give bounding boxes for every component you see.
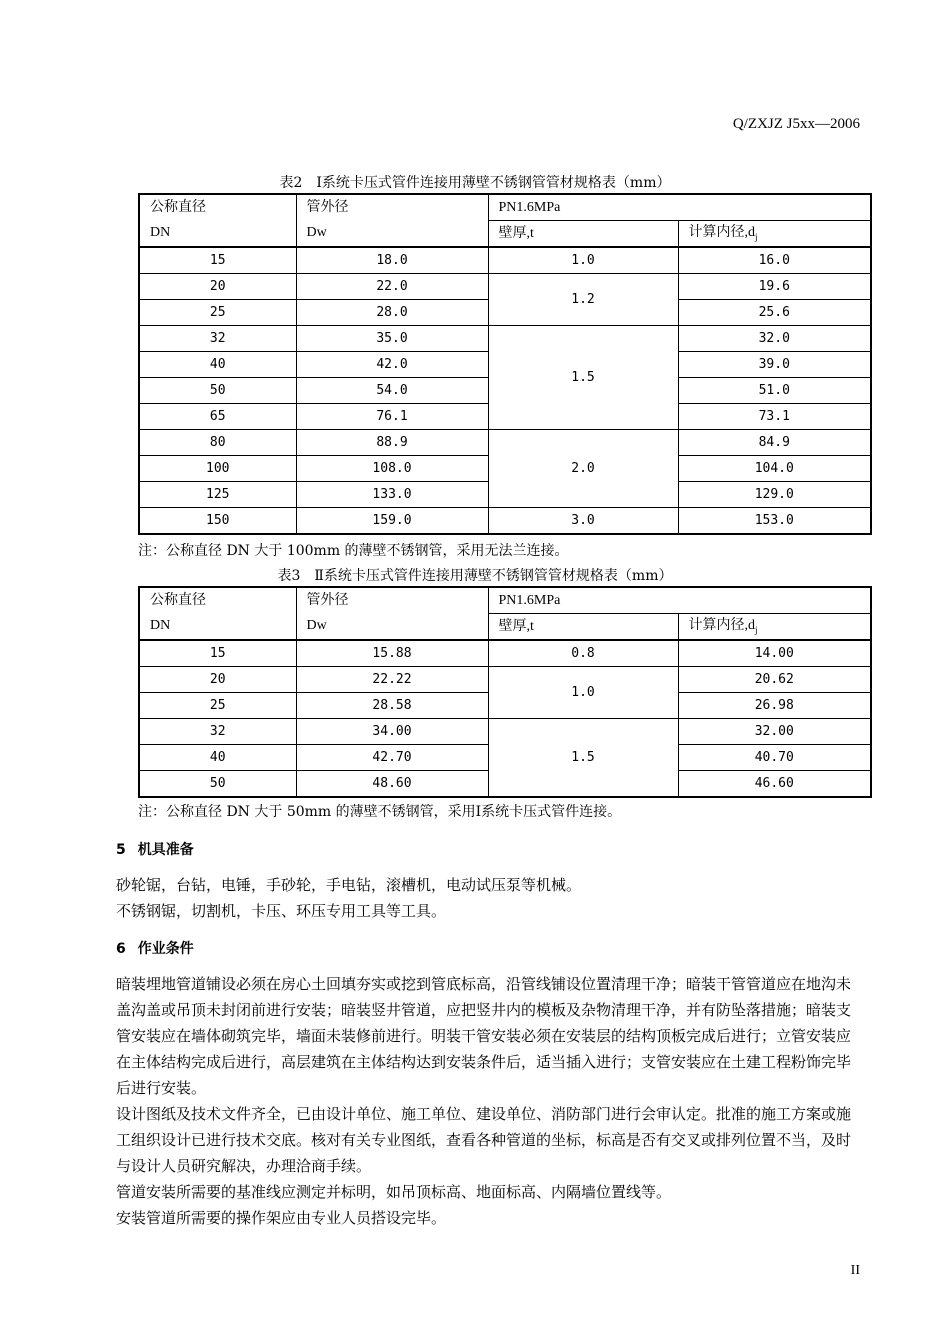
table-row: 125 133.0 129.0 <box>139 482 871 508</box>
table-row: 20 22.0 1.2 19.6 <box>139 274 871 300</box>
section6-heading <box>116 938 194 958</box>
table3-header-dn-label: 公称直径 <box>139 587 296 614</box>
table3-header-dw-label: 管外径 <box>296 587 488 614</box>
table-row: 32 35.0 1.5 32.0 <box>139 326 871 352</box>
table-row: 25 28.0 25.6 <box>139 300 871 326</box>
table3-header-dw-symbol: Dw <box>296 614 488 641</box>
table-row: 15 18.0 1.0 16.0 <box>139 247 871 274</box>
table3-note: 注：公称直径 DN 大于 50mm 的薄壁不锈钢管，采用Ⅰ系统卡压式管件连接。 <box>138 804 622 820</box>
section5-title: 机具准备 <box>137 842 194 858</box>
table-row: 150 159.0 3.0 153.0 <box>139 508 871 535</box>
section6-number: 6 <box>116 941 126 957</box>
table2-header-pressure: PN1.6MPa <box>488 194 871 221</box>
table2-header-wall: 壁厚,t <box>488 221 678 248</box>
table-row: 40 42.70 40.70 <box>139 745 871 771</box>
table3-header-wall: 壁厚,t <box>488 614 678 641</box>
table2-header-inner: 计算内径$,d_j$ <box>678 221 871 248</box>
table2-note: 注：公称直径 DN 大于 100mm 的薄壁不锈钢管，采用无法兰连接。 <box>138 543 569 559</box>
table3-header-pressure: PN1.6MPa <box>488 587 871 614</box>
table2 <box>138 193 872 535</box>
table-row: 80 88.9 2.0 84.9 <box>139 430 871 456</box>
table-row: 50 48.60 46.60 <box>139 771 871 798</box>
table3-header-inner: 计算内径$,d_j$ <box>678 614 871 641</box>
document-code: Q/ZXJZ J5xx—2006 <box>732 116 860 132</box>
section6-paragraph-4: 安装管道所需要的操作架应由专业人员搭设完毕。 <box>116 1209 447 1227</box>
section6-paragraph-2: 设计图纸及技术文件齐全，已由设计单位、施工单位、建设单位、消防部门进行会审认定。批准的施工方案或施工组织设计已进行技术交底。核对有关专业图纸，查看各种管道的坐标，标高是否有交叉或排列位置不当，及时与设计人员研究解决，办理洽商手续。 <box>116 1105 852 1175</box>
table3-header-dn-symbol: DN <box>139 614 296 641</box>
table3-caption: 表3 Ⅱ系统卡压式管件连接用薄壁不锈钢管管材规格表（mm） <box>277 568 673 584</box>
table2-header-dw-symbol: Dw <box>296 221 488 248</box>
table2-caption: 表2 Ⅰ系统卡压式管件连接用薄壁不锈钢管管材规格表（mm） <box>279 175 671 191</box>
section6-paragraph-3: 管道安装所需要的基准线应测定并标明，如吊顶标高、地面标高、内隔墙位置线等。 <box>116 1183 672 1201</box>
section5-paragraph-2: 不锈钢锯，切割机，卡压、环压专用工具等工具。 <box>116 902 447 920</box>
table-row: 40 42.0 39.0 <box>139 352 871 378</box>
section6-title: 作业条件 <box>137 941 194 957</box>
table-row: 15 15.88 0.8 14.00 <box>139 640 871 667</box>
table-row: 65 76.1 73.1 <box>139 404 871 430</box>
table-row: 20 22.22 1.0 20.62 <box>139 667 871 693</box>
table-row: 25 28.58 26.98 <box>139 693 871 719</box>
table2-header-dn-symbol: DN <box>139 221 296 248</box>
table3 <box>138 586 872 798</box>
section6-paragraph-1: 暗装埋地管道铺设必须在房心土回填夯实或挖到管底标高，沿管线铺设位置清理干净；暗装干管管道应在地沟未盖沟盖或吊顶未封闭前进行安装；暗装竖井管道，应把竖井内的模板及杂物清理干净，并有防坠落措施；暗装支管安装应在墙体砌筑完毕，墙面未装修前进行。明装干管安装必须在安装层的结构顶板完成后进行；立管安装应在主体结构完成后进行，高层建筑在主体结构达到安装条件后，适当插入进行；支管安装应在土建工程粉饰完毕后进行安装。 <box>116 975 852 1097</box>
page-number: II <box>850 1263 860 1278</box>
table2-header-dw-label: 管外径 <box>296 194 488 221</box>
section5-number: 5 <box>116 842 126 858</box>
section5-paragraph-1: 砂轮锯，台钻，电锤，手砂轮，手电钻，滚槽机，电动试压泵等机械。 <box>116 876 582 894</box>
table2-header-dn-label: 公称直径 <box>139 194 296 221</box>
table-row: 50 54.0 51.0 <box>139 378 871 404</box>
section5-heading <box>116 839 194 859</box>
table-row: 100 108.0 104.0 <box>139 456 871 482</box>
table-row: 32 34.00 1.5 32.00 <box>139 719 871 745</box>
